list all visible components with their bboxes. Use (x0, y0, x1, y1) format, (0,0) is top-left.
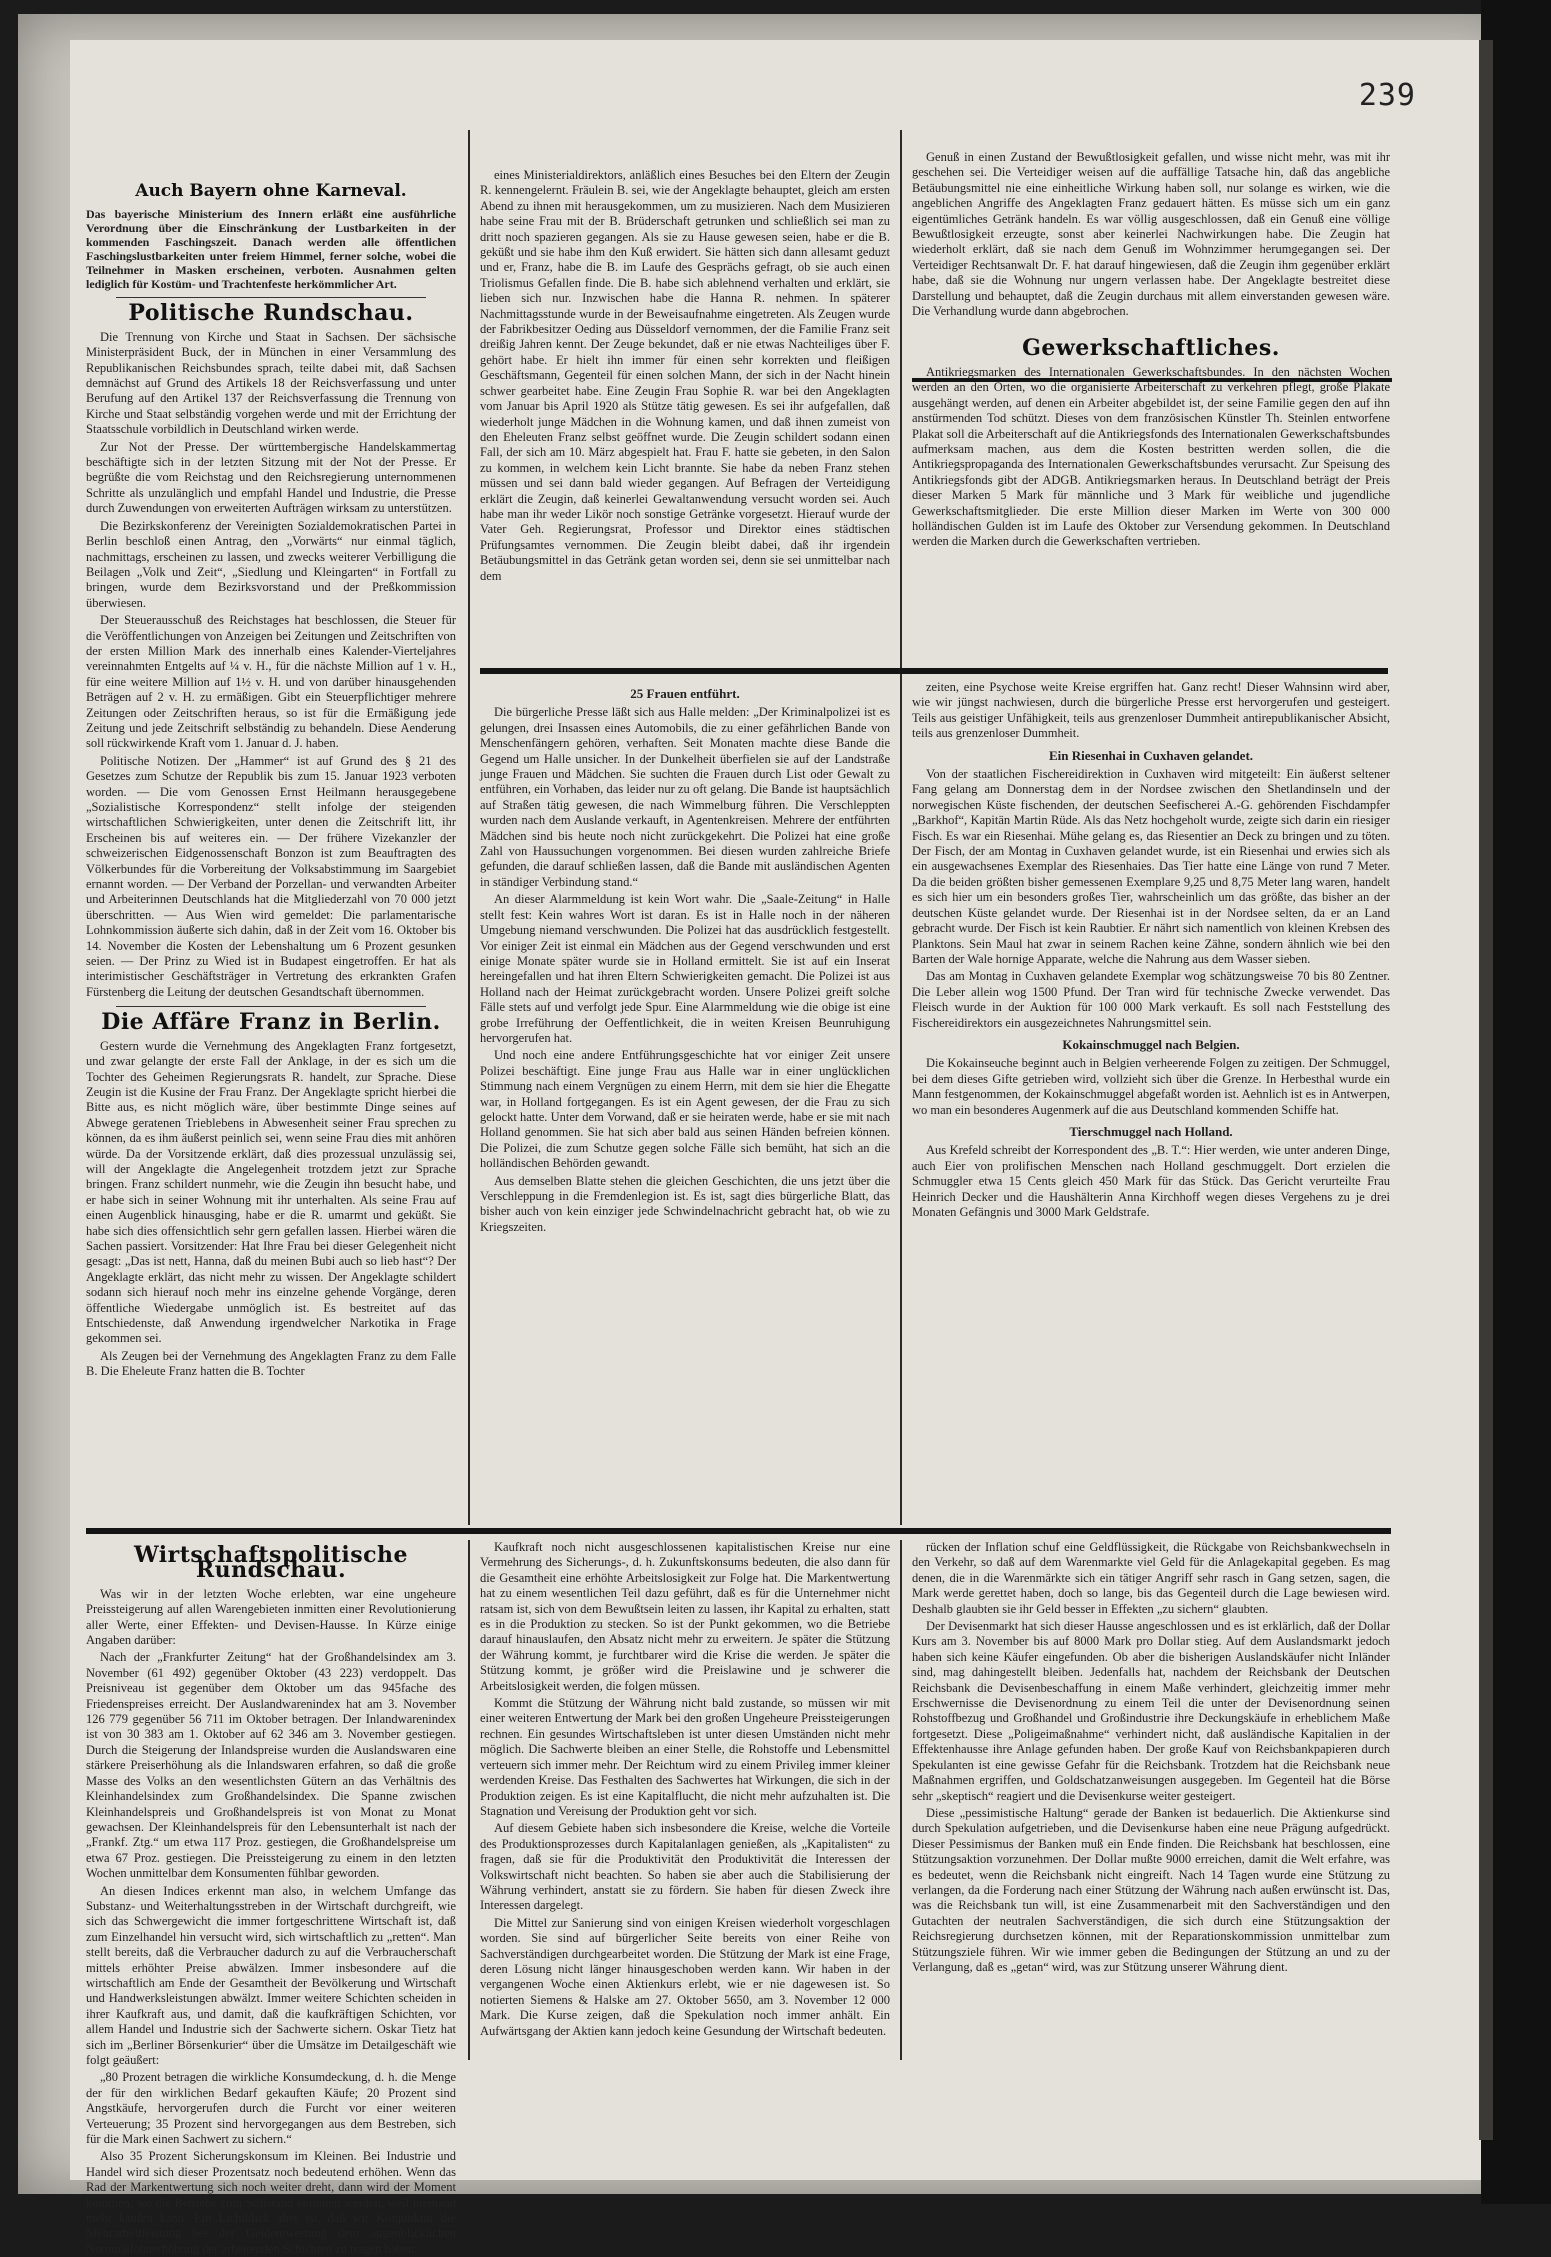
paragraph: Von der staatlichen Fischereidirektion in Cuxhaven wird mitgeteilt: Ein äußerst seltener Fang gelang am Donnerstag dem in der Nordsee zwischen den Shetlandinseln und der norwegischen Küste fischenden, der deutschen Seefischerei A.-G. gehörenden Fischdampfer „Barkhof“, Kapitän Martin Rüde. Als das Netz hochgeholt wurde, zeigte sich darin ein riesiger Fisch. Es war ein Riesenhai. Mühe gelang es, das Riesentier an Deck zu bringen und zu töten. Der Fisch, der am Montag in Cuxhaven gelandet wurde, ist ein Riesenhai und erwies sich als ein ausgewachsenes Exemplar des Riesenhaies. Das Tier hatte eine Länge von rund 7 Meter. Da die beiden größten bisher gemessenen Exemplare 9,25 und 8,75 Meter lang waren, handelt es sich hier um ein besonders großes Tier, wahrscheinlich um das größte, das bisher an der deutschen Küste gelandet wurde. Der Riesenhai ist in der Nordsee selten, da er an Land gebracht wurde. Der Fisch ist kein Raubtier. Er nährt sich namentlich von kleinen Krebsen des Planktons. Sein Maul hat zwar in seinem Rachen keine Zähne, sondern ähnlich wie bei den Barten der Wale hornige Apparate, welche die Nahrung aus dem Wasser sieben. (912, 767, 1390, 966)
article-affaere-franz (86, 1039, 456, 1380)
column-rule-2 (900, 130, 902, 1525)
divider (116, 297, 426, 298)
paragraph: Aus demselben Blatte stehen die gleichen Geschichten, die uns jetzt über die Verschleppung in die Fremdenlegion ist. Es ist, sagt dies bürgerliche Blatt, das bisher auch von kein einziger jede Schwindelnachricht gebracht hat, ob wie zu Kriegszeiten. (480, 1173, 890, 1234)
paragraph: Der Devisenmarkt hat sich dieser Hausse angeschlossen und es ist erklärlich, daß der Dollar Kurs am 3. November bis auf 8000 Mark pro Dollar stieg. Auf dem Auslandsmarkt jedoch haben sich keine Käufer eingefunden. Ob aber die bisherigen Auslandskäufer nicht Inländer sind, mag dahingestellt bleiben. Jedenfalls hat, nachdem der Reichsbank der Deutschen Reichsbank die Devisenbeschaffung in einem Maße verhindert, gleichzeitig immer mehr Erschwernisse die Devisenordnung zu einem Teil die unter der Devisenordnung seinen Rohstoffbezug und Großhandel und Großindustrie ihre Deckungskäufe in erheblichem Maße fortgesetzt. Diese „Poligeimaßnahme“ verhindert nicht, daß ausländische Kapitalien in der Effektenhausse ihre Anlage gefunden haben. Der große Kauf von Reichsbankpapieren durch Spekulanten ist eine gewisse Gefahr für die Reichsbank. Trotzdem hat die Reichsbank neue Maßnahmen ergriffen, und Goldschatzanweisungen ausgegeben. Im Gegenteil hat die Börse sehr „skeptisch“ reagiert und die Devisenkurse weiter gesteigert. (912, 1619, 1390, 1803)
paragraph: zeiten, eine Psychose weite Kreise ergriffen hat. Ganz recht! Dieser Wahnsinn wird aber, wie wir jüngst nachwiesen, durch die bürgerliche Presse erst hervorgerufen und gesteigert. Teils aus geistiger Unfähigkeit, teils aus grenzenloser Dummheit antirepublikanischer Absicht, teils aus grenzenloser Dummheit. (912, 680, 1390, 741)
section-rule-bottom (86, 1528, 1391, 1534)
paragraph: Zur Not der Presse. Der württembergische Handelskammertag beschäftigte sich in der letzten Sitzung mit der Not der Presse. Er begrüßte die vom Reichstag und den Reichsregierung unternommenen Schritte als unzulänglich und empfahl Handel und Industrie, die Presse durch Zuwendungen von erweiterten Aufträgen wirksam zu unterstützen. (86, 439, 456, 516)
paragraph: rücken der Inflation schuf eine Geldflüssigkeit, die Rückgabe von Reichsbankwechseln in den Verkehr, so daß auf dem Warenmarkte viel Geld für die Anlagekapital gegeben. Es mag denen, die in die Warenmärkte sich ein tätiger Angriff sehr rasch in Gang setzen, sagen, die Mark werde gerettet haben, doch so lange, bis das Gegenteil durch die Lage bewiesen wird. Deshalb glaubten sie ihr Geld besser in Effekten „zu sichern“ glaubten. (912, 1540, 1390, 1616)
paragraph: Antikriegsmarken des Internationalen Gewerkschaftsbundes. In den nächsten Wochen werden an den Orten, wo die organisierte Arbeiterschaft zu verkehren pflegt, große Plakate ausgehängt werden, auf denen ein Arbeiter abgebildet ist, der seine Familie gegen den auf ihn anstürmenden Tod schützt. Dieses von dem französischen Künstler Th. Steinlen entworfene Plakat soll die Arbeiterschaft auf die Antikriegsfonds des Internationalen Gewerkschaftsbundes aufmerksam machen, aus dem die Kosten bestritten werden sollen, die die Antikriegspropaganda des Internationalen Gewerkschaftsbundes verursacht. Zur Speisung des Antikriegsfonds gibt der ADGB. Antikriegsmarken heraus. In Deutschland beträgt der Preis dieser Marken 5 Mark für männliche und 3 Mark für weibliche und jugendliche Gewerkschaftsmitglieder. Die erste Million dieser Marken im Werte von 300 000 holländischen Gulden ist im Laufe des Oktober zur Versendung gekommen. In Deutschland werden die Marken durch die Gewerkschaften vertrieben. (912, 364, 1390, 549)
page-number: 239 (1358, 78, 1416, 113)
divider (116, 1006, 426, 1007)
paragraph: Der Steuerausschuß des Reichstages hat beschlossen, die Steuer für die Veröffentlichungen von Anzeigen bei Zeitungen und Zeitschriften von der ersten Million Mark des innerhalb eines Kalender-Vierteljahres vereinnahmten Entgelts auf ¼ v. H., für die nächste Million auf 1 v. H., für eine weitere Million auf 1½ v. H. und von darüber hinausgehenden Beträgen auf 2 v. H. zu ermäßigen. Gibt ein Steuerpflichtiger mehrere Zeitungen oder Zeitschriften heraus, so ist für die Ermäßigung jede Zeitung und jede Zeitschrift selbständig zu behandeln. Diese Aenderung soll rückwirkende Kraft vom 1. Januar d. J. haben. (86, 613, 456, 751)
paragraph: Politische Notizen. Der „Hammer“ ist auf Grund des § 21 des Gesetzes zum Schutze der Republik bis zum 15. Januar 1923 verboten worden. — Die vom Genossen Ernst Heilmann herausgegebene „Sozialistische Korrespondenz“ stellt infolge der steigenden wirtschaftlichen Schwierigkeiten, unter denen die Zeitschrift litt, ihr Erscheinen bis auf weiteres ein. — Der frühere Vizekanzler der schweizerischen Eidgenossenschaft Bonzon ist zum Beauftragten des Völkerbundes für die Vorbereitung der Volksabstimmung im Saargebiet ernannt worden. — Der Verband der Porzellan- und verwandten Arbeiter und Arbeiterinnen Deutschlands hat die Mitgliederzahl von 70 000 jetzt überschritten. — Aus Wien wird gemeldet: Die parlamentarische Lohnkommission äußerte sich dahin, daß in der Zeit vom 16. Oktober bis 14. November die Kosten der Lebenshaltung um 6 Prozent gesunken seien. — Der Prinz zu Wied ist in Budapest eingetroffen. Er hat als interimistischer Geschäftsträger in Vertretung des erkrankten Grafen Fürstenberg die Leitung der deutschen Gesandtschaft übernommen. (86, 753, 456, 999)
paragraph: Also 35 Prozent Sicherungskonsum im Kleinen. Bei Industrie und Handel wird sich dieser Prozentsatz noch bedeutend erhöhen. Wenn das Rad der Markentwertung sich noch weiter dreht, dann wird der Moment kommen, wo die Betriebe zum Stillstand kommen werden, weil niemand mehr kaufen kann. Ein Lichtblick aber ist, daß wir Konjunktur die Mehrarbeitleistung bei der Geldentwertung dem augenblicklichen Nominallohnerhöhung der arbeitenden Schichten zu tragen haben. (86, 2149, 456, 2256)
paragraph: Genuß in einen Zustand der Bewußtlosigkeit gefallen, und wisse nicht mehr, was mit ihr geschehen sei. Die Verteidiger weisen auf die auffällige Tatsache hin, daß das angebliche Betäubungsmittel nie eine einheitliche Wirkung haben soll, nur solange es wirken, wie die angeblichen Angriffe des Angeklagten Franz gedauert hätten. Es müsse sich um ein ganz eigentümliches Getränk handeln. Es war völlig ausgeschlossen, daß ein Genuß eine völlige Bewußtlosigkeit erzeugte, sonst aber keinerlei Nachwirkungen habe. Die Zeugin hat wiederholt erklärt, daß sie nach dem Genuß im Wohnzimmer herumgegangen sei. Der Verteidiger Rechtsanwalt Dr. F. hat darauf hingewiesen, daß die Zeugin ihm gegenüber erklärt habe, daß sie die Wohnung nur ungern verlassen habe. Der Angeklagte bestreitet diese Darstellung und behauptet, daß die Zeugin durchaus mit allem einverstanden gewesen wäre. Die Verhandlung wurde dann abgebrochen. (912, 150, 1390, 319)
headline-tierschmuggel: Tierschmuggel nach Holland. (1069, 1123, 1233, 1139)
headline-wirtschaftspolitische-rundschau: Wirtschaftspolitische Rundschau. (133, 1542, 409, 1584)
paragraph: Nach der „Frankfurter Zeitung“ hat der Großhandelsindex am 3. November (61 492) gegenüber Oktober (43 223) verdoppelt. Das Preisniveau ist gegenüber dem Oktober um das 945fache des Friedenspreises erreicht. Der Auslandwarenindex hat am 3. November 126 779 gegenüber 56 711 im Oktober betragen. Der Inlandwarenindex ist von 30 383 am 1. Oktober auf 62 346 am 3. November gestiegen. Durch die Steigerung der Inlandspreise wurden die Auslandswaren eine stärkere Preiserhöhung als die Inlandswaren erfahren, so daß die große Masse des Volks an den wesentlichsten Gütern an das Verhältnis des Kleinhandelsindex zum Großhandelsindex. Die Spanne zwischen Kleinhandelspreis und Großhandelspreis ist von Monat zu Monat gewachsen. Der Kleinhandelspreis für den Lebensunterhalt ist nach der „Frankf. Ztg.“ um etwa 117 Proz. gestiegen, die Großhandelspreise um etwa 67 Proz. gestiegen. Die Preissteigerung zu einem in den letzten Wochen unmittelbar dem Konsumenten fühlbar geworden. (86, 1650, 456, 1881)
column-rule-1 (468, 130, 470, 1525)
article-karneval: Das bayerische Ministerium des Innern erläßt eine ausführliche Verordnung über die Einschränkung der Lustbarkeiten in der kommenden Faschingszeit. Danach werden alle öffentlichen Faschingslustbarkeiten unter freiem Himmel, ferner solche, wobei die Teilnehmer in Masken erscheinen, verboten. Ausnahmen gelten lediglich für Kostüm- und Trachtenfeste herkömmlicher Art. (86, 207, 456, 292)
paragraph: Kaufkraft noch nicht ausgeschlossenen kapitalistischen Kreise nur eine Vermehrung des Sicherungs-, d. h. Zukunftskonsums bedeuten, die also dann für die Gesamtheit eine erhöhte Arbeitslosigkeit zur Folge hat. Die Markentwertung hat zu einem wesentlichen Teil dazu geführt, daß es für die Unternehmer nicht ratsam ist, sich von dem Bewußtsein leiten zu lassen, ihr Kapital zu erhalten, statt es in die Produktion zu stecken. So ist der Punkt gekommen, wo die Betriebe darauf hinauslaufen, den Absatz nicht mehr zu erweitern. Je später die Stützung der Währung kommt, je furchtbarer wird die Krise die werden. Je später die Stützung kommt, je größer wird die Preislawine und je schwerer die Arbeitslosigkeit werden, die folgen müssen. (480, 1540, 890, 1693)
paragraph: eines Ministerialdirektors, anläßlich eines Besuches bei den Eltern der Zeugin R. kennengelernt. Fräulein B. sei, wie der Angeklagte behauptet, gleich am ersten Abend zu ihnen mit herausgekommen, um zu musizieren. Nach dem Musizieren habe seine Frau mit der B. Brüderschaft getrunken und schließlich sei man zu dritt noch spazieren gegangen. Als sie zu Hause gewesen seien, habe er die B. geküßt und sie habe ihm den Kuß erwidert. Sie hätten sich dann allesamt geduzt und er, Franz, habe die B. im Laufe des Gesprächs gefragt, ob sie auch einen Triolismus Gefallen finde. Die B. habe sich ablehnend verhalten und erklärt, sie lieben sich nur. Inzwischen habe die Hanna R. nehmen. In späterer Nachmittagsstunde wurde in der Beweisaufnahme eingetreten. Als Zeugen wurde der Fabrikbesitzer Oeding aus Düsseldorf vernommen, der die Familie Franz seit dreißig Jahren kennt. Der Zeuge bekundet, daß er nie etwas Nachteiliges über F. gehört habe. Er hielt ihn immer für einen sehr korrekten und fleißigen Geschäftsmann, Gegenteil für einen solchen Mann, der sich in der Nacht hinein schwer gearbeitet habe. Eine Zeugin Frau Sophie R. war bei den Angeklagten vom Januar bis April 1920 als Stütze tätig gewesen. Es sei ihr aufgefallen, daß wiederholt junge Mädchen in die Wohnung kamen, und daß ihnen zumeist von den Eheleuten Franz selbst geöffnet wurde. Die Zeugin schildert sodann einen Fall, der sich am 10. März abgespielt hat. Frau F. hatte sie gebeten, in den Salon zu kommen, in welchem kein Licht brannte. Sie habe da neben Franz stehen müssen und sei dann bald wieder gegangen. Auf Befragen der Verteidigung erklärt die Zeugin, daß keinerlei Gewaltanwendung versucht worden sei. Auch habe man ihr weder Likör noch sonstige Getränke vorgesetzt. Hierauf wurde der Vater Geh. Regierungsrat, Professor und Direktor eines städtischen Prüfungsamtes vernommen. Die Zeugin bleibt dabei, daß ihr irgendein Betäubungsmittel in das Getränk getan worden sei, denn sie sei unmittelbar nach dem (480, 168, 890, 583)
bottom-column-a (86, 1540, 456, 2256)
column-rule-bottom-2 (900, 1540, 902, 2060)
paragraph: Kommt die Stützung der Währung nicht bald zustande, so müssen wir mit einer weiteren Entwertung der Mark bei den großen Ungeheure Preissteigerungen rechnen. Ein gesundes Wirtschaftsleben ist unter diesen Umständen nicht mehr möglich. Die Sachwerte bleiben an einer Stelle, die Rohstoffe und Lebensmittel verteuern sich immer mehr. Der Reichtum wird zu einem Privileg immer kleiner werdenden Kreise. Das Festhalten des Sachwertes hat Wirkungen, die sich in der Produktion zeigen. Es ist eine Kapitalflucht, die nicht mehr aufzuhalten ist. Die Stagnation und Vereisung der Produktion geht vor sich. (480, 1696, 890, 1818)
column-right-lower (912, 680, 1390, 1522)
paragraph: Was wir in der letzten Woche erlebten, war eine ungeheure Preissteigerung auf allen Warengebieten inmitten einer Revolutionierung aller Werte, einer Effekten- und Devisen-Hausse. In Kürze einige Angaben darüber: (86, 1586, 456, 1648)
column-right-top (912, 150, 1390, 670)
article-politische-rundschau (86, 330, 456, 1000)
paragraph: Diese „pessimistische Haltung“ gerade der Banken ist bedauerlich. Die Aktienkurse sind durch Spekulation aufgetrieben, und die Devisenkurse haben eine neue Prägung aufgedrückt. Dieser Pessimismus der Banken muß ein Ende finden. Die Reichsbank hat beschlossen, eine Stützungsaktion vorzunehmen. Der Dollar mußte 9000 erreichen, damit die Welt erfahre, was es bedeutet, wenn die Reichsbank nicht eingreift. Nach 14 Tagen wurde eine Stützung zu verlangen, da die Forderung nach einer Stützung der Währung nach außen erwünscht ist. Das, was die Reichsbank tun will, ist eine Zusammenarbeit mit den Sachverständigen und den Gutachten der neutralen Sachverständigen, die sich durch eine Stützungsaktion der Reichsregierung durchsetzen können, mit der Reparationskommission unmittelbar zum Stützungsziele führen. Wir wie immer geben die Bedingungen der Stützung an und zu der Verlangung, daß es „getan“ wird, was zur Stützung unserer Währung dient. (912, 1805, 1390, 1974)
headline-karneval: Auch Bayern ohne Karneval. (135, 181, 407, 201)
book-binding-edge (1479, 40, 1493, 2140)
paragraph: An dieser Alarmmeldung ist kein Wort wahr. Die „Saale-Zeitung“ in Halle stellt fest: Kein wahres Wort ist daran. Es ist in Halle noch in der näheren Umgebung niemand verschwunden. Die Polizei hat das ausdrücklich festgestellt. Vor einiger Zeit ist einmal ein Mädchen aus der Gegend verschwunden und erst einige Monate später wurde sie in Holland ermittelt. Sie ist auf ein Inserat hereingefallen und hat ihren Eltern Schwierigkeiten gemacht. Die Polizei ist aus Holland nach der Heimat zurückgebracht worden. Unsere Polizei greift solche Fälle stets auf und verfolgt jede Spur. Eine Alarmmeldung wie die obige ist eine grobe Irreführung der Oeffentlichkeit, die in weiten Kreisen Beunruhigung hervorgerufen hat. (480, 892, 890, 1045)
newspaper-page (70, 40, 1490, 2256)
paragraph: Und noch eine andere Entführungsgeschichte hat vor einiger Zeit unsere Polizei beschäftigt. Eine junge Frau aus Halle war in einer unglücklichen Stimmung nach einem Vergnügen zu einem Herrn, mit dem sie hier die Ehegatte war, in Holland fortgegangen. Es ist ein Agent gewesen, der die Frau zu sich gelockt hatte. Unter dem Vorwand, daß er sie heiraten werde, habe er sie mit nach Holland genommen. Sie hat sich aber bald aus seinen Händen befreien können. Die Polizei, die zum Schutze gegen solche Fälle sich bemüht, hat sich an die holländischen Behörden gewandt. (480, 1048, 890, 1171)
paragraph: Gestern wurde die Vernehmung des Angeklagten Franz fortgesetzt, und zwar gelangte der erste Fall der Anklage, in der es sich um die Tochter des Geheimen Regierungsrats R. handelt, zur Sprache. Diese Zeugin ist die Kusine der Frau Franz. Der Angeklagte spricht hierbei die Bitte aus, es nicht möglich wäre, über bestimmte Dinge seines auf Abwege geratenen Trieblebens in Abwesenheit seiner Frau sprechen zu können, da es ihm äußerst peinlich sei, wenn seine Frau dies mit anhören würde. Da der Vorsitzende erklärt, daß dies prozessual unzulässig sei, will der Angeklagte die Angelegenheit trotzdem jetzt zur Sprache bringen. Franz schildert nunmehr, wie die Zeugin ihn besucht habe, und er habe sich in seiner Wohnung mit ihr unterhalten. Als seine Frau auf einen Augenblick hinausging, habe er die R. umarmt und geküßt. Sie habe sich dies offensichtlich sehr gern gefallen lassen. Hierbei wären die Sachen passiert. Vorsitzender: Hat Ihre Frau bei dieser Gelegenheit nicht gesagt: „Das ist nett, Hanna, daß du meinen Bubi auch so lieb hast“? Der Angeklagte erklärt, das nicht mehr zu wissen. Der Angeklagte schildert sodann sich hierauf noch mehr ins einzelne gehende Vorgänge, deren öffentliche Wiedergabe unmöglich ist. Es bestreitet auf das Entschiedenste, daß Anwendung irgendwelcher Narkotika in Frage gekommen sei. (86, 1038, 456, 1346)
headline-riesenhai: Ein Riesenhai in Cuxhaven gelandet. (1048, 747, 1254, 763)
paragraph: Die bürgerliche Presse läßt sich aus Halle melden: „Der Kriminalpolizei ist es gelungen, drei Insassen eines Automobils, die zu einer gefährlichen Bande von Menschenfängern gehören, verhaften. Seit Monaten machte diese Bande die Gegend um Halle unsicher. In der Dunkelheit überfielen sie auf der Landstraße junge Frauen und Mädchen. Sie suchten die Frauen durch List oder Gewalt zu entführen, ein Vorhaben, das leider nur zu oft gelang. Die Bande ist hauptsächlich auf Straßen tätig gewesen, die nach Wimmelburg führen. Die Verschleppten wurden nach dem Auslande verkauft, in Agentenkreisen. Mehrere der entführten Mädchen sind bis heute noch nicht zurückgekehrt. Die Polizei hat eine große Zahl von Haussuchungen vorgenommen. Bei diesen wurden zahlreiche Briefe gefunden, die darauf schließen lassen, daß die Bande mit ausländischen Agenten in ständiger Verbindung stand.“ (480, 705, 890, 889)
column-rule-bottom-1 (468, 1540, 470, 2060)
headline-politische-rundschau: Politische Rundschau. (128, 300, 414, 327)
headline-frauen-entfuehrt: 25 Frauen entführt. (630, 686, 740, 701)
headline-gewerkschaftliches: Gewerkschaftliches. (1022, 335, 1280, 362)
headline-affaere-franz: Die Affäre Franz in Berlin. (101, 1009, 441, 1036)
column-middle-lower (480, 680, 890, 1522)
bottom-column-b (480, 1540, 890, 2160)
paragraph: Die Kokainseuche beginnt auch in Belgien verheerende Folgen zu zeitigen. Der Schmuggel, bei dem dieses Gifte getrieben wird, vollzieht sich über die Grenze. In Herbesthal wurde ein Mann festgenommen, der Kokainschmuggel abgefaßt worden ist. Aehnlich ist es in Antwerpen, wo man ein besonderes Augenmerk auf die aus Deutschland kommenden Schiffe hat. (912, 1056, 1390, 1117)
column-middle (480, 168, 890, 668)
bottom-column-c (912, 1540, 1390, 2160)
paragraph: Als Zeugen bei der Vernehmung des Angeklagten Franz zu dem Falle B. Die Eheleute Franz hatten die B. Tochter (86, 1348, 456, 1379)
paragraph: Auf diesem Gebiete haben sich insbesondere die Kreise, welche die Vorteile des Produktionsprozesses durch Kapitalanlagen genießen, als „Kapitalisten“ zu fragen, daß sie für die Produktivität den Produktivität die Interessen der Volkswirtschaft nicht beachten. So haben sie aber auch die Stabilisierung der Währung verhindert, anstatt sie zu fördern. Sie haben für diesen Zweck ihre Interessen dargelegt. (480, 1821, 890, 1913)
paragraph: „80 Prozent betragen die wirkliche Konsumdeckung, d. h. die Menge der für den wirklichen Bedarf gekauften Käufe; 20 Prozent sind Angstkäufe, hervorgerufen durch die Furcht vor einer weiteren Verteuerung; 35 Prozent sind hervorgegangen aus dem Bestreben, sich für die Mark einen Sachwert zu sichern.“ (86, 2070, 456, 2147)
paragraph: Das am Montag in Cuxhaven gelandete Exemplar wog schätzungsweise 70 bis 80 Zentner. Die Leber allein wog 1500 Pfund. Der Tran wird für technische Zwecke verwendet. Das Fleisch wurde in der Auktion für 100 000 Mark verkauft. Es soll nach Feststellung des Fischereidirektors ein ausgezeichnetes Nahrungsmittel sein. (912, 969, 1390, 1030)
paragraph: Die Bezirkskonferenz der Vereinigten Sozialdemokratischen Partei in Berlin beschloß einen Antrag, den „Vorwärts“ nur einmal täglich, nachmittags, erscheinen zu lassen, und zwecks weiterer Verbilligung die Beilagen „Volk und Zeit“, „Siedlung und Kleingarten“ in Fortfall zu bringen, wurde dem Bezirksvorstand und der Preßkommission überwiesen. (86, 518, 456, 610)
headline-kokainschmuggel: Kokainschmuggel nach Belgien. (1062, 1036, 1240, 1052)
paragraph: Die Mittel zur Sanierung sind von einigen Kreisen wiederholt vorgeschlagen worden. Sie sind auf bürgerlicher Seite bereits von einer Reihe von Sachverständigen durchgearbeitet worden. Die Stützung der Mark ist eine Frage, deren Lösung nicht länger hinausgeschoben werden kann. Wir haben in der vergangenen Woche einen Aktienkurs erlebt, wie er nie dagewesen ist. So notierten Siemens & Halske am 27. Oktober 5650, am 3. November 12 000 Mark. Die Kurse zeigen, daß die Spekulation noch immer anhält. Ein Aufwärtsgang der Aktien kann jedoch keine Gesundung der Wirtschaft bedeuten. (480, 1915, 890, 2038)
paragraph: Die Trennung von Kirche und Staat in Sachsen. Der sächsische Ministerpräsident Buck, der in München in einer Versammlung des Republikanischen Reichsbundes sprach, teilte dabei mit, daß Sachsen demnächst auf Grund des Artikels 18 der Reichsverfassung und unter Berufung auf den Artikel 137 der Reichsverfassung die Trennung von Kirche und Staat selbständig vorgehen werde und mit der Errichtung der Staatsschule vorbildlich in Deutschland wirken werde. (86, 329, 456, 437)
scanned-sheet (18, 14, 1518, 2256)
paragraph: Aus Krefeld schreibt der Korrespondent des „B. T.“: Hier werden, wie unter anderen Dinge, auch Eier von prolifischen Menschen nach Holland geschmuggelt. Dort erzielen die Schmuggler etwa 15 Cents gleich 450 Mark für das Stück. Das Gericht verurteilte Frau Heinrich Decker und die Haushälterin Anna Kirchhoff wegen dieses Vergehens zu je drei Monaten Gefängnis und 3000 Mark Geldstrafe. (912, 1143, 1390, 1219)
paragraph: An diesen Indices erkennt man also, in welchem Umfange das Substanz- und Weiterhaltungsstreben in der Wirtschaft durchgreift, wie sich das Schwergewicht die immer fortgeschrittene Wirtschaft ist, daß zum Einzelhandel hin versucht wird, sich wirtschaftlich zu „retten“. Man stellt bereits, daß die Verbraucher dadurch zu auf die Verbraucherschaft mittels erhöhter Preise abwälzen. Immer insbesondere auf die wirtschaftlich am Ende der Gesamtheit der Bevölkerung und Wirtschaft und Handwerksleistungen abwälzt. Immer weitere Schichten scheiden in ihrer Kaufkraft aus, und damit, daß die kaufkräftigen Schichten, vor allem Handel und Industrie sich der Sachwerte sichern. Oskar Tietz hat sich im „Berliner Börsenkurier“ über die Umsätze im Detailgeschäft wie folgt geäußert: (86, 1883, 456, 2067)
column-left (86, 104, 456, 1524)
